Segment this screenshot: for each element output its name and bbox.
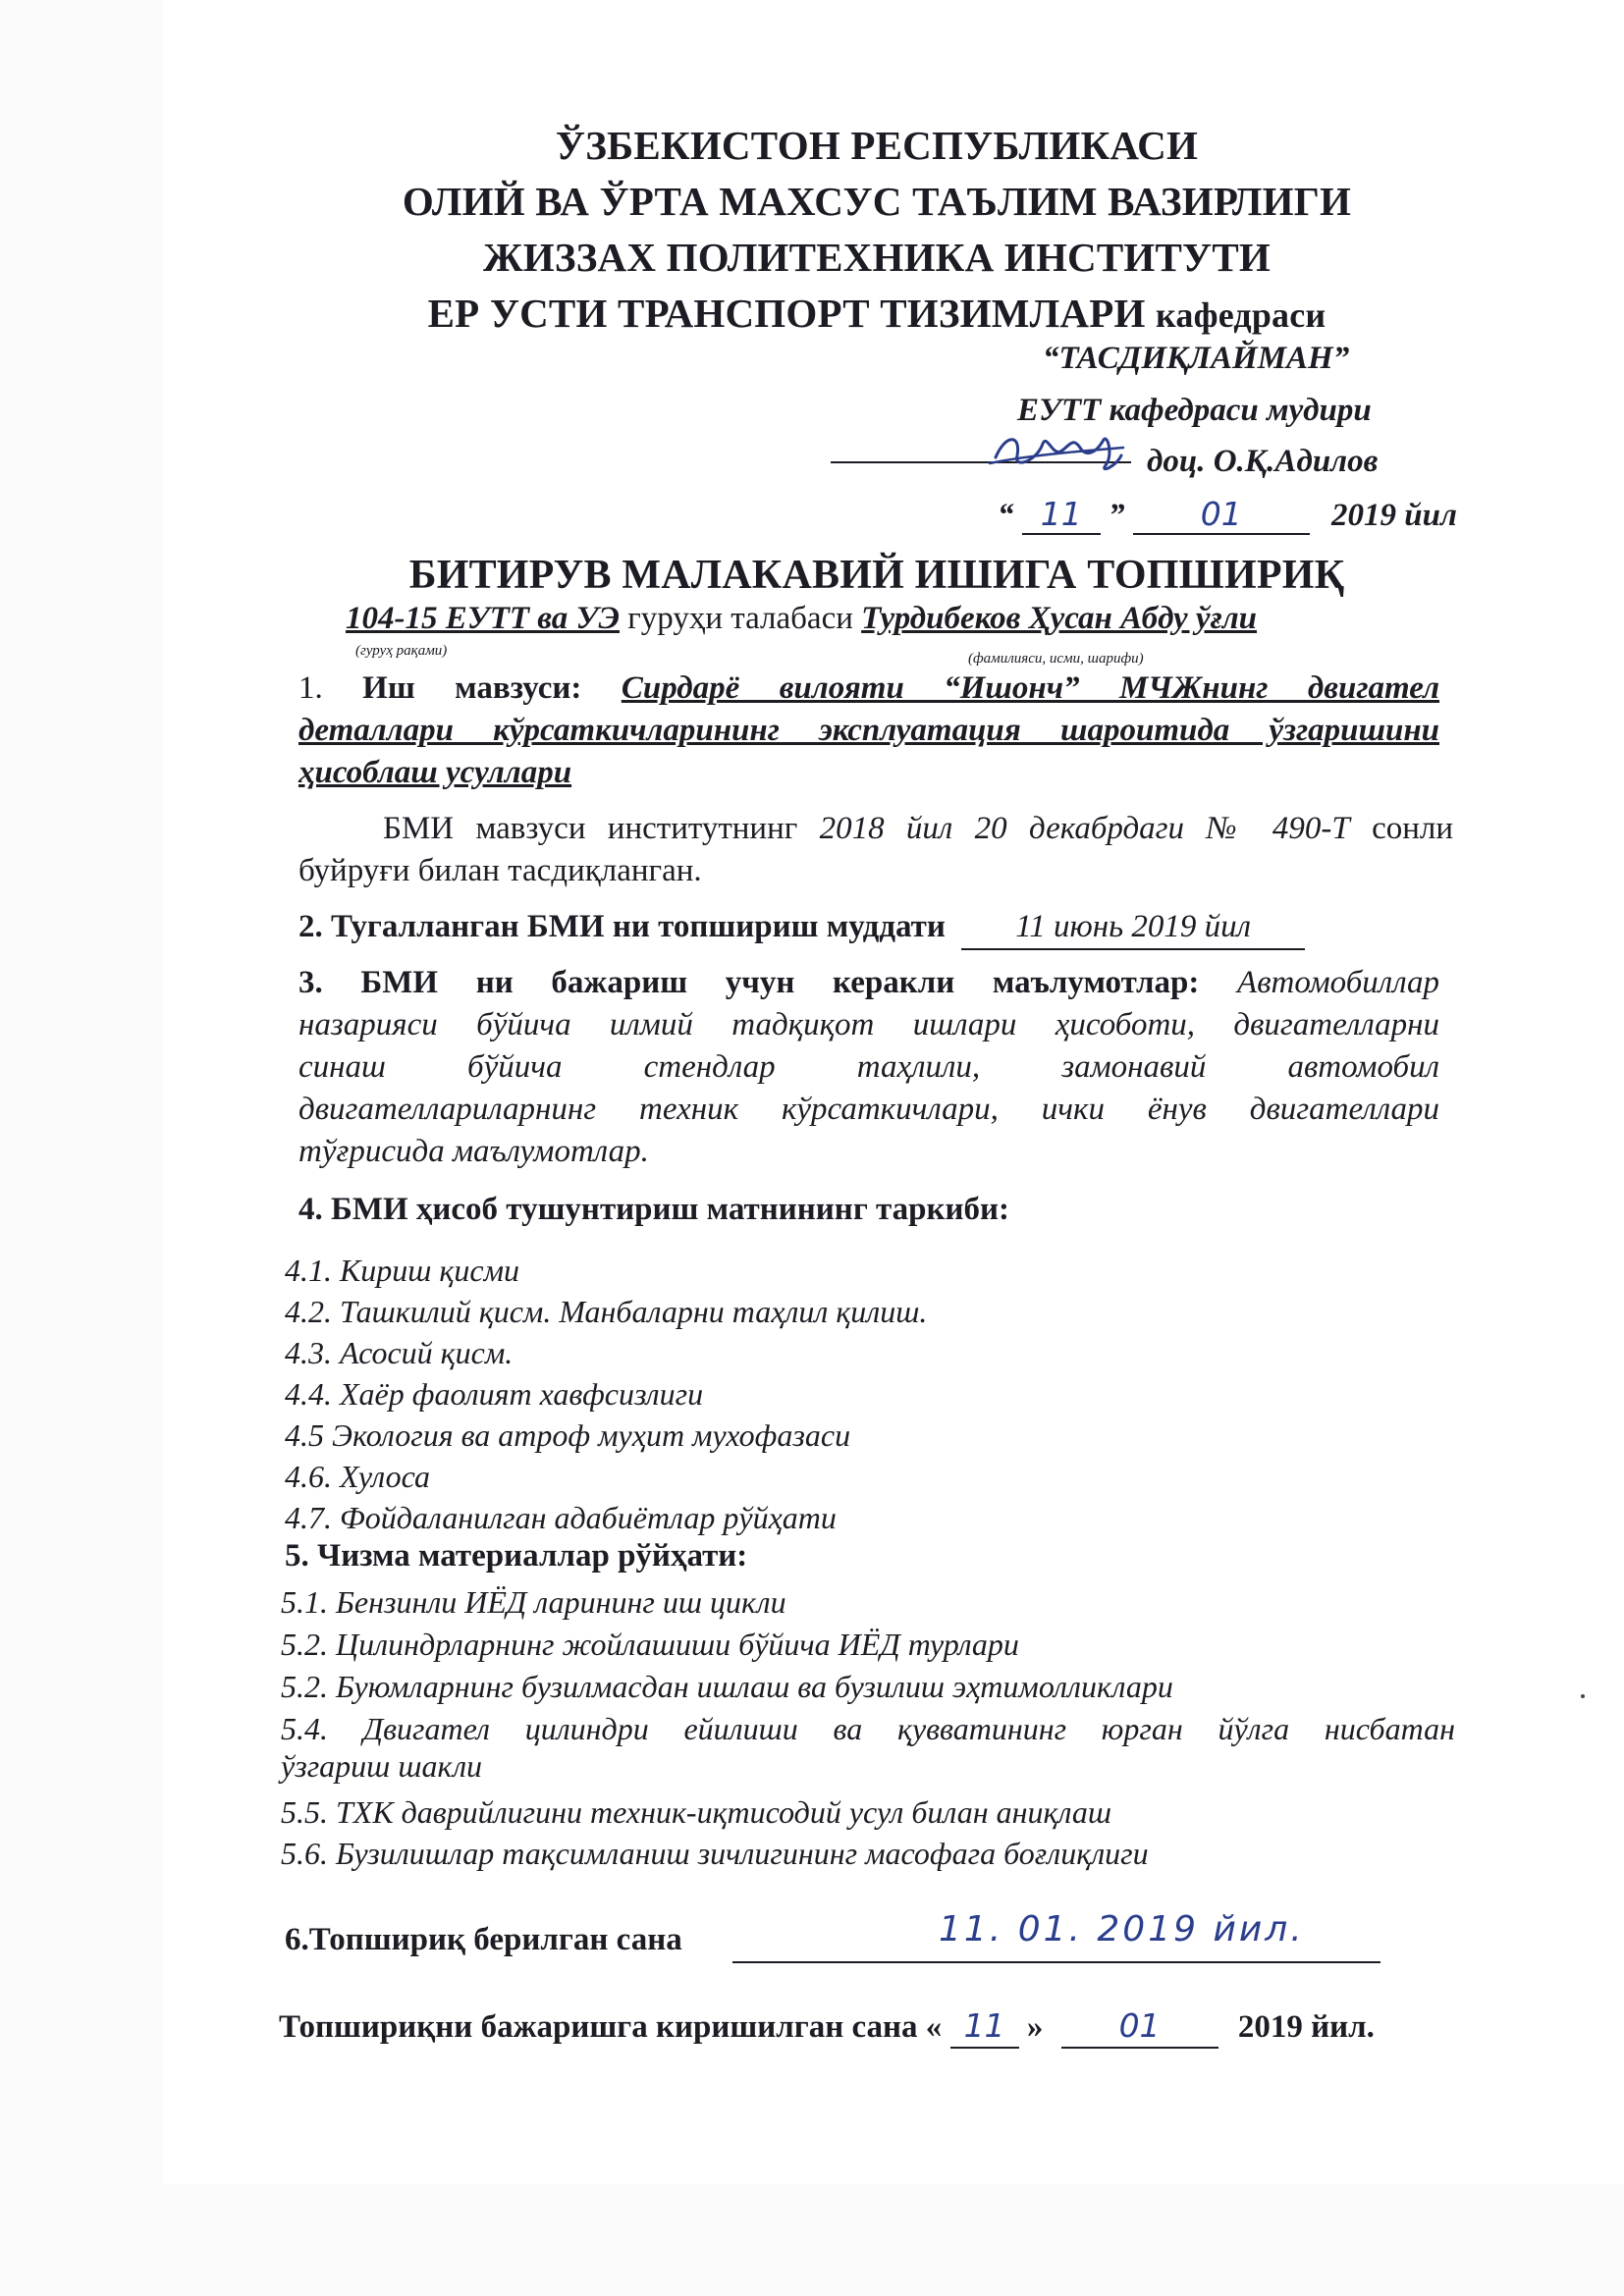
section1-topic-line2: деталлари кўрсаткичларининг эксплуатация шароитида ўзгаришини [298,713,1439,748]
student-group: 104-15 ЕУТТ ва УЭ [346,601,620,636]
list-item: 4.3. Асосий қисм. [285,1335,514,1370]
list-item: 4.5 Экология ва атроф муҳит мухофазаси [285,1417,851,1453]
section3-line5: тўғрисида маълумотлар. [298,1134,649,1169]
list-item: 5.2. Буюмларнинг бузилмасдан ишлаш ва бузилиш эҳтимолликлари [281,1669,1173,1704]
start-date-label: Топшириқни бажаришга киришилган сана « [279,2009,943,2045]
section3-text-start: Автомобиллар [1237,965,1439,1000]
header-country: ЎЗБЕКИСТОН РЕСПУБЛИКАСИ [555,123,1199,168]
approver-name: доц. О.Қ.Адилов [1147,444,1379,479]
start-date-month: 01 [1061,2004,1218,2049]
group-caption: (гуруҳ рақами) [355,643,448,659]
section2-deadline: 11 июнь 2019 йил [961,906,1305,950]
document-title: БИТИРУВ МАЛАКАВИЙ ИШИГА ТОПШИРИҚ [408,553,1345,598]
section3-line1 [298,962,1439,1004]
approval-text-c: сонли [1372,811,1453,846]
list-item: 5.2. Цилиндрларнинг жойлашиши бўйича ИЁД турлари [281,1627,1019,1662]
approval-date [998,495,1457,535]
section3-label: 3. БМИ ни бажариш учун керакли маълумотлар: [298,965,1200,1000]
header-ministry: ОЛИЙ ВА ЎРТА МАХСУС ТАЪЛИМ ВАЗИРЛИГИ [402,179,1352,224]
approval-date-day: 11 [1022,495,1101,535]
student-line [346,601,1257,637]
section1-topic-line3: ҳисоблаш усуллари [298,755,572,790]
approval-date-open-quote: “ [998,498,1014,533]
section1-topic-line1: Сирдарё вилояти “Ишонч” МЧЖнинг двигател [621,670,1440,706]
start-date-close: » [1026,2009,1044,2045]
list-item: 5.1. Бензинли ИЁД ларининг иш цикли [281,1584,786,1620]
name-caption: (фамилияси, исми, шарифи) [968,651,1144,667]
list-item: 4.2. Ташкилий қисм. Манбаларни таҳлил қилиш. [285,1294,928,1329]
section1-line1 [298,667,1439,710]
section6-label: 6.Топшириқ берилган сана [285,1922,682,1957]
list-item: 4.4. Хаёр фаолият хавфсизлиги [285,1376,704,1412]
section5-label: 5. Чизма материаллар рўйҳати: [285,1538,748,1574]
start-date-year: 2019 йил. [1237,2009,1375,2045]
approval-position: ЕУТТ кафедраси мудири [1017,393,1372,428]
start-date-day: 11 [950,2004,1019,2049]
section2-label: 2. Тугалланган БМИ ни топшириш муддати [298,909,946,944]
section1-approval-line1 [383,808,1453,850]
list-item: 4.7. Фойдаланилган адабиётлар рўйҳати [285,1500,837,1535]
header-department [163,290,1591,337]
approval-date-year: 2019 йил [1331,498,1457,533]
signature-icon [988,426,1125,475]
section3-line2: назарияси бўйича илмий тадқиқот ишлари ҳисоботи, двигателларни [298,1007,1439,1042]
approval-date-month: 01 [1133,495,1310,535]
student-name: Турдибеков Ҳусан Абду ўғли [861,601,1258,636]
approval-order: 2018 йил 20 декабрдаги № 490-Т [819,811,1350,846]
student-label: гуруҳи талабаси [627,601,853,636]
list-item: 4.6. Хулоса [285,1459,430,1494]
section4-label: 4. БМИ ҳисоб тушунтириш матнининг таркиби: [298,1192,1010,1227]
section2 [298,906,1305,950]
list-item: 4.1. Кириш қисми [285,1253,519,1288]
section3-line3: синаш бўйича стендлар таҳлили, замонавий автомобил [298,1049,1439,1085]
section1-number: 1. [298,670,323,706]
scan-margin-left [0,0,163,2296]
section1-approval-line2: буйруғи билан тасдиқланган. [298,853,702,888]
section6-date: 11. 01. 2019 йил. [939,1909,1305,1949]
approval-date-close-quote: ” [1109,498,1125,533]
approval-text-a: БМИ мавзуси институтнинг [383,811,798,846]
section6-underline [732,1961,1380,1963]
start-date-row [279,2004,1375,2049]
header-department-suffix: кафедраси [1156,295,1326,335]
approval-title: “ТАСДИҚЛАЙМАН” [1043,341,1350,376]
header-institute: ЖИЗЗАХ ПОЛИТЕХНИКА ИНСТИТУТИ [483,235,1271,280]
scan-speck [1581,1694,1585,1698]
list-item: 5.4. Двигател цилиндри ейилиши ва қувватининг юрган йўлга нисбатан [281,1711,1455,1746]
scan-margin-bottom [0,2184,1624,2296]
document-page [163,51,1591,2184]
list-item-continuation: ўзгариш шакли [281,1748,483,1784]
section1-label: Иш мавзуси: [362,670,582,706]
section3-line4: двигателлариларнинг техник кўрсаткичлари, ички ёнув двигателлари [298,1092,1439,1127]
list-item: 5.6. Бузилишлар тақсимланиш зичлигининг масофага боғлиқлиги [281,1836,1149,1871]
list-item: 5.5. ТХК даврийлигини техник-иқтисодий усул билан аниқлаш [281,1794,1111,1830]
header-department-name: ЕР УСТИ ТРАНСПОРТ ТИЗИМЛАРИ [427,291,1146,336]
